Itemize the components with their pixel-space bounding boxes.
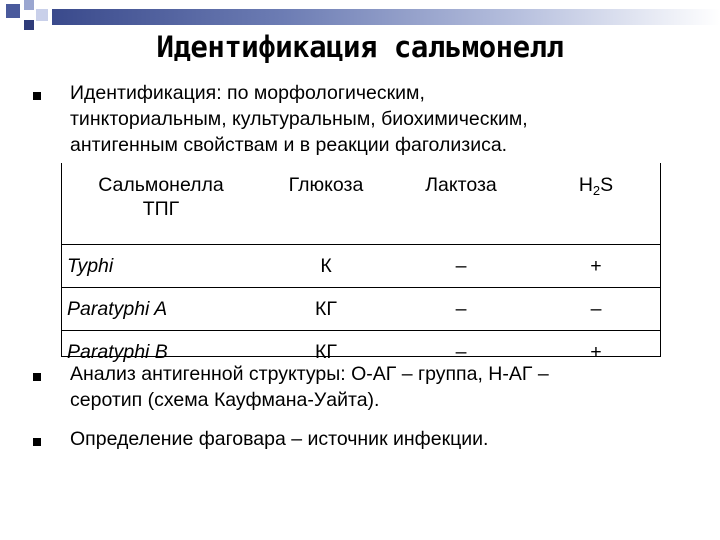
row-glucose: КГ xyxy=(261,288,391,331)
row-lactose: – xyxy=(455,340,467,363)
row-h2s: + xyxy=(531,245,661,288)
row-name: Paratyphi B xyxy=(67,340,168,363)
header-salmonella-line2: ТПГ xyxy=(142,198,180,220)
decor-square-2 xyxy=(24,0,34,10)
row-lactose: – xyxy=(391,288,531,331)
paragraph-line: Идентификация: по морфологическим, xyxy=(70,82,425,104)
paragraph-line: серотип (схема Кауфмана-Уайта). xyxy=(70,389,380,411)
row-name: Paratyphi A xyxy=(61,288,261,331)
row-glucose: КГ xyxy=(315,340,337,363)
paragraph-line: Анализ антигенной структуры: О-АГ – группа, Н-АГ – xyxy=(70,363,549,385)
bullet-icon xyxy=(33,373,41,381)
row-glucose: К xyxy=(261,245,391,288)
header-h2s-tail: S xyxy=(600,174,614,196)
header-h2s-sub: 2 xyxy=(592,183,601,198)
paragraph-phagovar xyxy=(70,426,700,452)
table-header-row xyxy=(61,163,661,245)
row-h2s: + xyxy=(590,340,602,363)
header-salmonella xyxy=(61,163,261,245)
header-lactose: Лактоза xyxy=(391,163,531,245)
decor-square-4 xyxy=(24,20,34,30)
table-column-divider xyxy=(61,234,62,357)
header-gradient-bar xyxy=(52,9,720,25)
paragraph-identification xyxy=(70,80,700,158)
header-h2s xyxy=(531,163,661,245)
decor-square-1 xyxy=(6,4,20,18)
row-h2s: – xyxy=(531,288,661,331)
header-glucose: Глюкоза xyxy=(261,163,391,245)
page-title: Идентификация сальмонелл xyxy=(156,30,564,64)
table-row xyxy=(61,245,661,288)
table-row xyxy=(61,288,661,331)
bullet-icon xyxy=(33,438,41,446)
row-name: Typhi xyxy=(61,245,261,288)
paragraph-line: антигенным свойствам и в реакции фаголизиса. xyxy=(70,134,508,156)
bullet-icon xyxy=(33,92,41,100)
tpg-table xyxy=(61,163,661,373)
row-lactose: – xyxy=(391,245,531,288)
paragraph-line: Определение фаговара – источник инфекции. xyxy=(70,428,489,450)
paragraph-line: тинкториальным, культуральным, биохимическим, xyxy=(70,108,528,130)
header-h2s-main: H xyxy=(578,174,593,196)
header-salmonella-line1: Сальмонелла xyxy=(98,174,224,196)
paragraph-antigen-structure xyxy=(70,361,700,413)
decor-square-3 xyxy=(36,9,48,21)
